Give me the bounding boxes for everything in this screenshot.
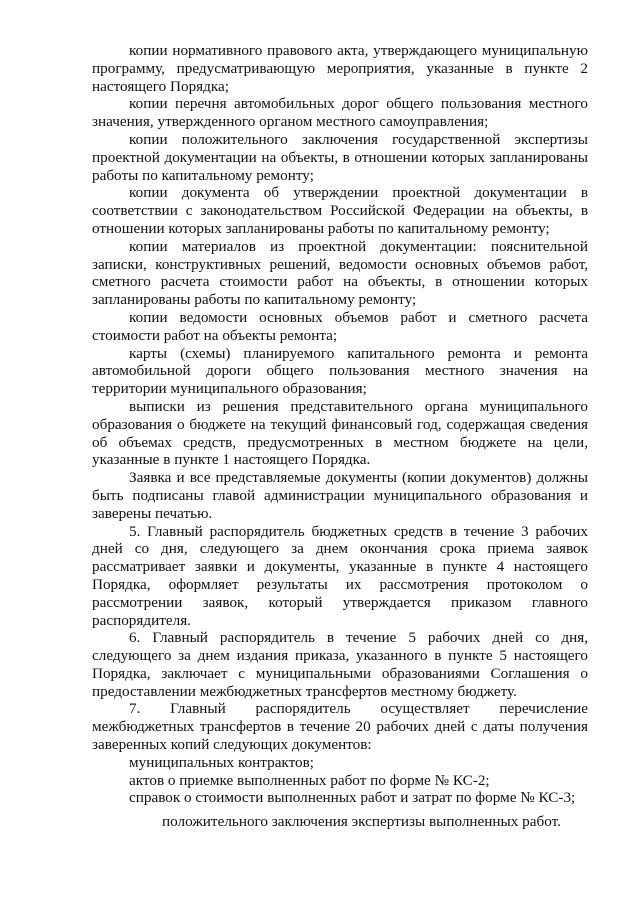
paragraph-copies-normative-act: копии нормативного правового акта, утверждающего муниципальную программу, предусматривающую мероприятия, указанные в пункте 2 настоящего Порядка; (92, 42, 588, 95)
paragraph-clause-5: 5. Главный распорядитель бюджетных средств в течение 3 рабочих дней со дня, следующего за днем окончания срока приема заявок рассматривает заявки и документы, указанные в пункте 4 настоящего Порядка, оформляет результаты их рассмотрения протоколом о рассмотрении заявок, который утверждается приказом главного распорядителя. (92, 522, 588, 629)
paragraph-item-expertise-conclusion: положительного заключения экспертизы выполненных работ. (162, 813, 561, 831)
paragraph-application-signing: Заявка и все представляемые документы (копии документов) должны быть подписаны главой администрации муниципального образования и заверены печатью. (92, 469, 588, 522)
paragraph-clause-6: 6. Главный распорядитель в течение 5 рабочих дней со дня, следующего за днем издания приказа, указанного в пункте 5 настоящего Порядка, заключает с муниципальными образованиями Соглашения о предоставлении межбюджетных трансфертов местному бюджету. (92, 629, 588, 700)
paragraph-copies-project-materials: копии материалов из проектной документации: пояснительной записки, конструктивных решений, ведомости основных объемов работ, сметного расчета стоимости работ на объекты, в отношении которых запланированы работы по капитальному ремонту; (92, 237, 588, 309)
paragraph-item-contracts: муниципальных контрактов; (129, 753, 315, 771)
paragraph-item-cost-statements: справок о стоимости выполненных работ и затрат по форме № КС-3; (129, 789, 576, 807)
paragraph-budget-extract: выписки из решения представительного органа муниципального образования о бюджете на текущий финансовый год, содержащая сведения об объемах средств, предусмотренных в местном бюджете на цели, указанные в пункте 1 настоящего Порядка. (92, 397, 588, 469)
paragraph-clause-7: 7. Главный распорядитель осуществляет перечисление межбюджетных трансфертов в течение 20 рабочих дней с даты получения заверенных копий следующих документов: (92, 700, 588, 754)
paragraph-item-acceptance-acts: актов о приемке выполненных работ по форме № КС-2; (129, 771, 490, 789)
paragraph-copies-roads-list: копии перечня автомобильных дорог общего пользования местного значения, утвержденного органом местного самоуправления; (92, 95, 588, 131)
paragraph-copies-approval-document: копии документа об утверждении проектной документации в соответствии с законодательством Российской Федерации на объекты, в отношении которых запланированы работы по капитальному ремонту; (92, 184, 588, 237)
paragraph-copies-expertise-conclusion: копии положительного заключения государственной экспертизы проектной документации на объекты, в отношении которых запланированы работы по капитальному ремонту; (92, 130, 588, 184)
paragraph-copies-volume-statement: копии ведомости основных объемов работ и сметного расчета стоимости работ на объекты ремонта; (92, 308, 588, 344)
paragraph-maps-schemes: карты (схемы) планируемого капитального ремонта и ремонта автомобильной дороги общего пользования местного значения на территории муниципального образования; (92, 344, 588, 398)
